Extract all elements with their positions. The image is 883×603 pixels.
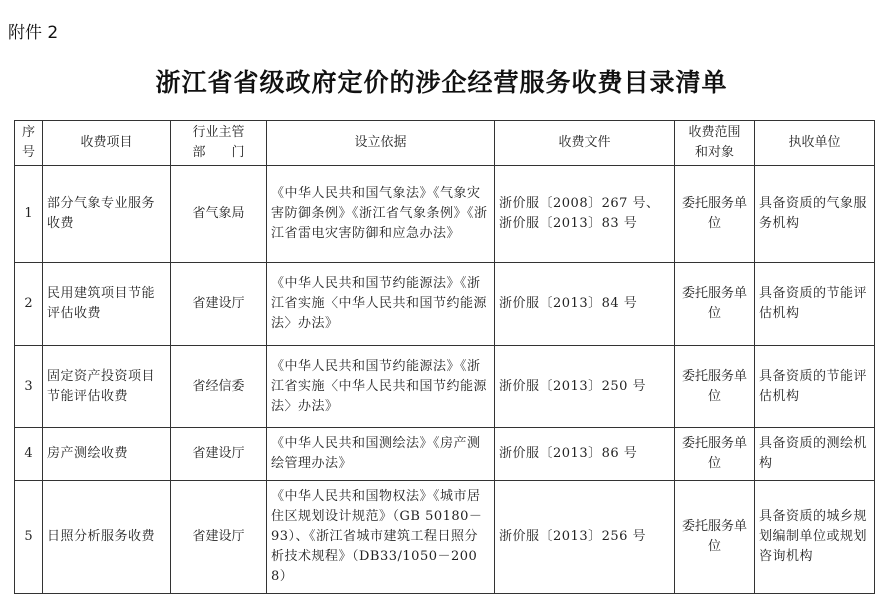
header-item: 收费项目	[43, 121, 171, 166]
cell-scope: 委托服务单位	[675, 346, 755, 428]
cell-doc: 浙价服〔2013〕256 号	[495, 481, 675, 594]
cell-item: 民用建筑项目节能评估收费	[43, 263, 171, 346]
cell-basis: 《中华人民共和国节约能源法》《浙江省实施〈中华人民共和国节约能源法〉办法》	[267, 263, 495, 346]
cell-item: 固定资产投资项目节能评估收费	[43, 346, 171, 428]
cell-doc: 浙价服〔2008〕267 号、浙价服〔2013〕83 号	[495, 166, 675, 263]
table-row	[15, 428, 875, 481]
cell-no: 1	[15, 166, 43, 263]
cell-basis: 《中华人民共和国物权法》《城市居住区规划设计规范》（GB 50180－93）、《浙江省城市建筑工程日照分析技术规程》（DB33/1050－2008）	[267, 481, 495, 594]
cell-dept: 省气象局	[171, 166, 267, 263]
table-header-row	[15, 121, 875, 166]
cell-dept: 省建设厅	[171, 428, 267, 481]
cell-no: 5	[15, 481, 43, 594]
fee-catalog-table	[14, 120, 875, 594]
cell-scope: 委托服务单位	[675, 428, 755, 481]
cell-unit: 具备资质的节能评估机构	[755, 346, 875, 428]
cell-no: 3	[15, 346, 43, 428]
table-row	[15, 346, 875, 428]
cell-dept: 省建设厅	[171, 481, 267, 594]
cell-unit: 具备资质的测绘机构	[755, 428, 875, 481]
cell-basis: 《中华人民共和国节约能源法》《浙江省实施〈中华人民共和国节约能源法〉办法》	[267, 346, 495, 428]
cell-basis: 《中华人民共和国气象法》《气象灾害防御条例》《浙江省气象条例》《浙江省雷电灾害防御和应急办法》	[267, 166, 495, 263]
attachment-label: 附件 2	[8, 23, 59, 43]
header-scope: 收费范围 和对象	[675, 121, 755, 166]
table-row	[15, 481, 875, 594]
cell-doc: 浙价服〔2013〕84 号	[495, 263, 675, 346]
cell-doc: 浙价服〔2013〕86 号	[495, 428, 675, 481]
cell-basis: 《中华人民共和国测绘法》《房产测绘管理办法》	[267, 428, 495, 481]
header-basis: 设立依据	[267, 121, 495, 166]
cell-scope: 委托服务单位	[675, 263, 755, 346]
cell-no: 4	[15, 428, 43, 481]
header-unit: 执收单位	[755, 121, 875, 166]
cell-unit: 具备资质的城乡规划编制单位或规划咨询机构	[755, 481, 875, 594]
table-row	[15, 263, 875, 346]
cell-scope: 委托服务单位	[675, 481, 755, 594]
cell-item: 房产测绘收费	[43, 428, 171, 481]
table-row	[15, 166, 875, 263]
cell-item: 部分气象专业服务收费	[43, 166, 171, 263]
cell-doc: 浙价服〔2013〕250 号	[495, 346, 675, 428]
header-no: 序 号	[15, 121, 43, 166]
cell-dept: 省建设厅	[171, 263, 267, 346]
cell-unit: 具备资质的气象服务机构	[755, 166, 875, 263]
header-doc: 收费文件	[495, 121, 675, 166]
cell-unit: 具备资质的节能评估机构	[755, 263, 875, 346]
cell-item: 日照分析服务收费	[43, 481, 171, 594]
header-dept: 行业主管 部 门	[171, 121, 267, 166]
document-title: 浙江省省级政府定价的涉企经营服务收费目录清单	[155, 68, 728, 97]
cell-scope: 委托服务单位	[675, 166, 755, 263]
cell-no: 2	[15, 263, 43, 346]
cell-dept: 省经信委	[171, 346, 267, 428]
